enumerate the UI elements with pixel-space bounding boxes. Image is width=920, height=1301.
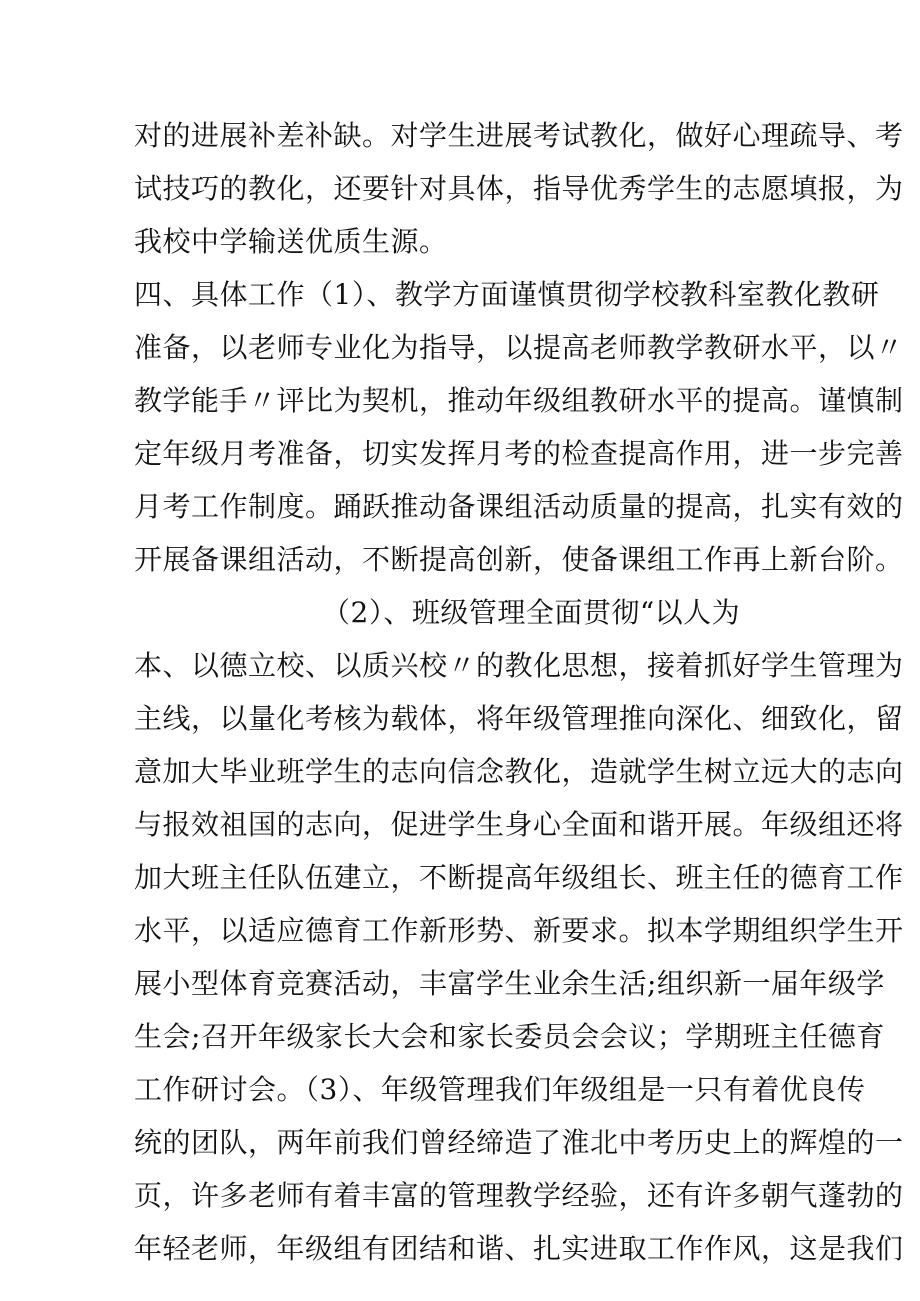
text-line: 意加大毕业班学生的志向信念教化，造就学生树立远大的志向 — [134, 755, 904, 788]
text-line: 展小型体育竞赛活动，丰富学生业余生活;组织新一届年级学 — [134, 967, 885, 1000]
text-line: 水平，以适应德育工作新形势、新要求。拟本学期组织学生开 — [134, 914, 904, 947]
text-line: 生会;召开年级家长大会和家长委员会会议；学期班主任德育 — [134, 1020, 885, 1053]
text-line: 定年级月考准备，切实发挥月考的检查提高作用，进一步完善 — [134, 437, 904, 470]
text-line: 页，许多老师有着丰富的管理教学经验，还有许多朝气蓬勃的 — [134, 1179, 904, 1212]
section-heading-line: 四、具体工作（1）、教学方面谨慎贯彻学校教科室教化教研 — [134, 278, 880, 311]
text-line: 准备，以老师专业化为指导，以提高老师教学教研水平，以〃 — [134, 331, 904, 364]
text-line: 月考工作制度。踊跃推动备课组活动质量的提高，扎实有效的 — [134, 490, 904, 523]
text-line: 工作研讨会。（3）、年级管理我们年级组是一只有着优良传 — [134, 1073, 866, 1106]
text-line: 主线，以量化考核为载体，将年级管理推向深化、细致化，留 — [134, 702, 904, 735]
text-line: 本、以德立校、以质兴校〃的教化思想，接着抓好学生管理为 — [134, 649, 904, 682]
text-line: 我校中学输送优质生源。 — [134, 225, 448, 258]
text-line: 教学能手〃评比为契机，推动年级组教研水平的提高。谨慎制 — [134, 384, 904, 417]
indented-subsection-line: （2）、班级管理全面贯彻“以人为 — [322, 596, 741, 629]
text-line: 试技巧的教化，还要针对具体，指导优秀学生的志愿填报，为 — [134, 172, 904, 205]
text-line: 年轻老师，年级组有团结和谐、扎实进取工作作风，这是我们 — [134, 1232, 904, 1265]
text-line: 统的团队，两年前我们曾经缔造了淮北中考历史上的辉煌的一 — [134, 1126, 904, 1159]
text-line: 与报效祖国的志向，促进学生身心全面和谐开展。年级组还将 — [134, 808, 904, 841]
text-line: 对的进展补差补缺。对学生进展考试教化，做好心理疏导、考 — [134, 119, 904, 152]
text-line: 开展备课组活动，不断提高创新，使备课组工作再上新台阶。 — [134, 543, 904, 576]
text-line: 加大班主任队伍建立，不断提高年级组长、班主任的德育工作 — [134, 861, 904, 894]
